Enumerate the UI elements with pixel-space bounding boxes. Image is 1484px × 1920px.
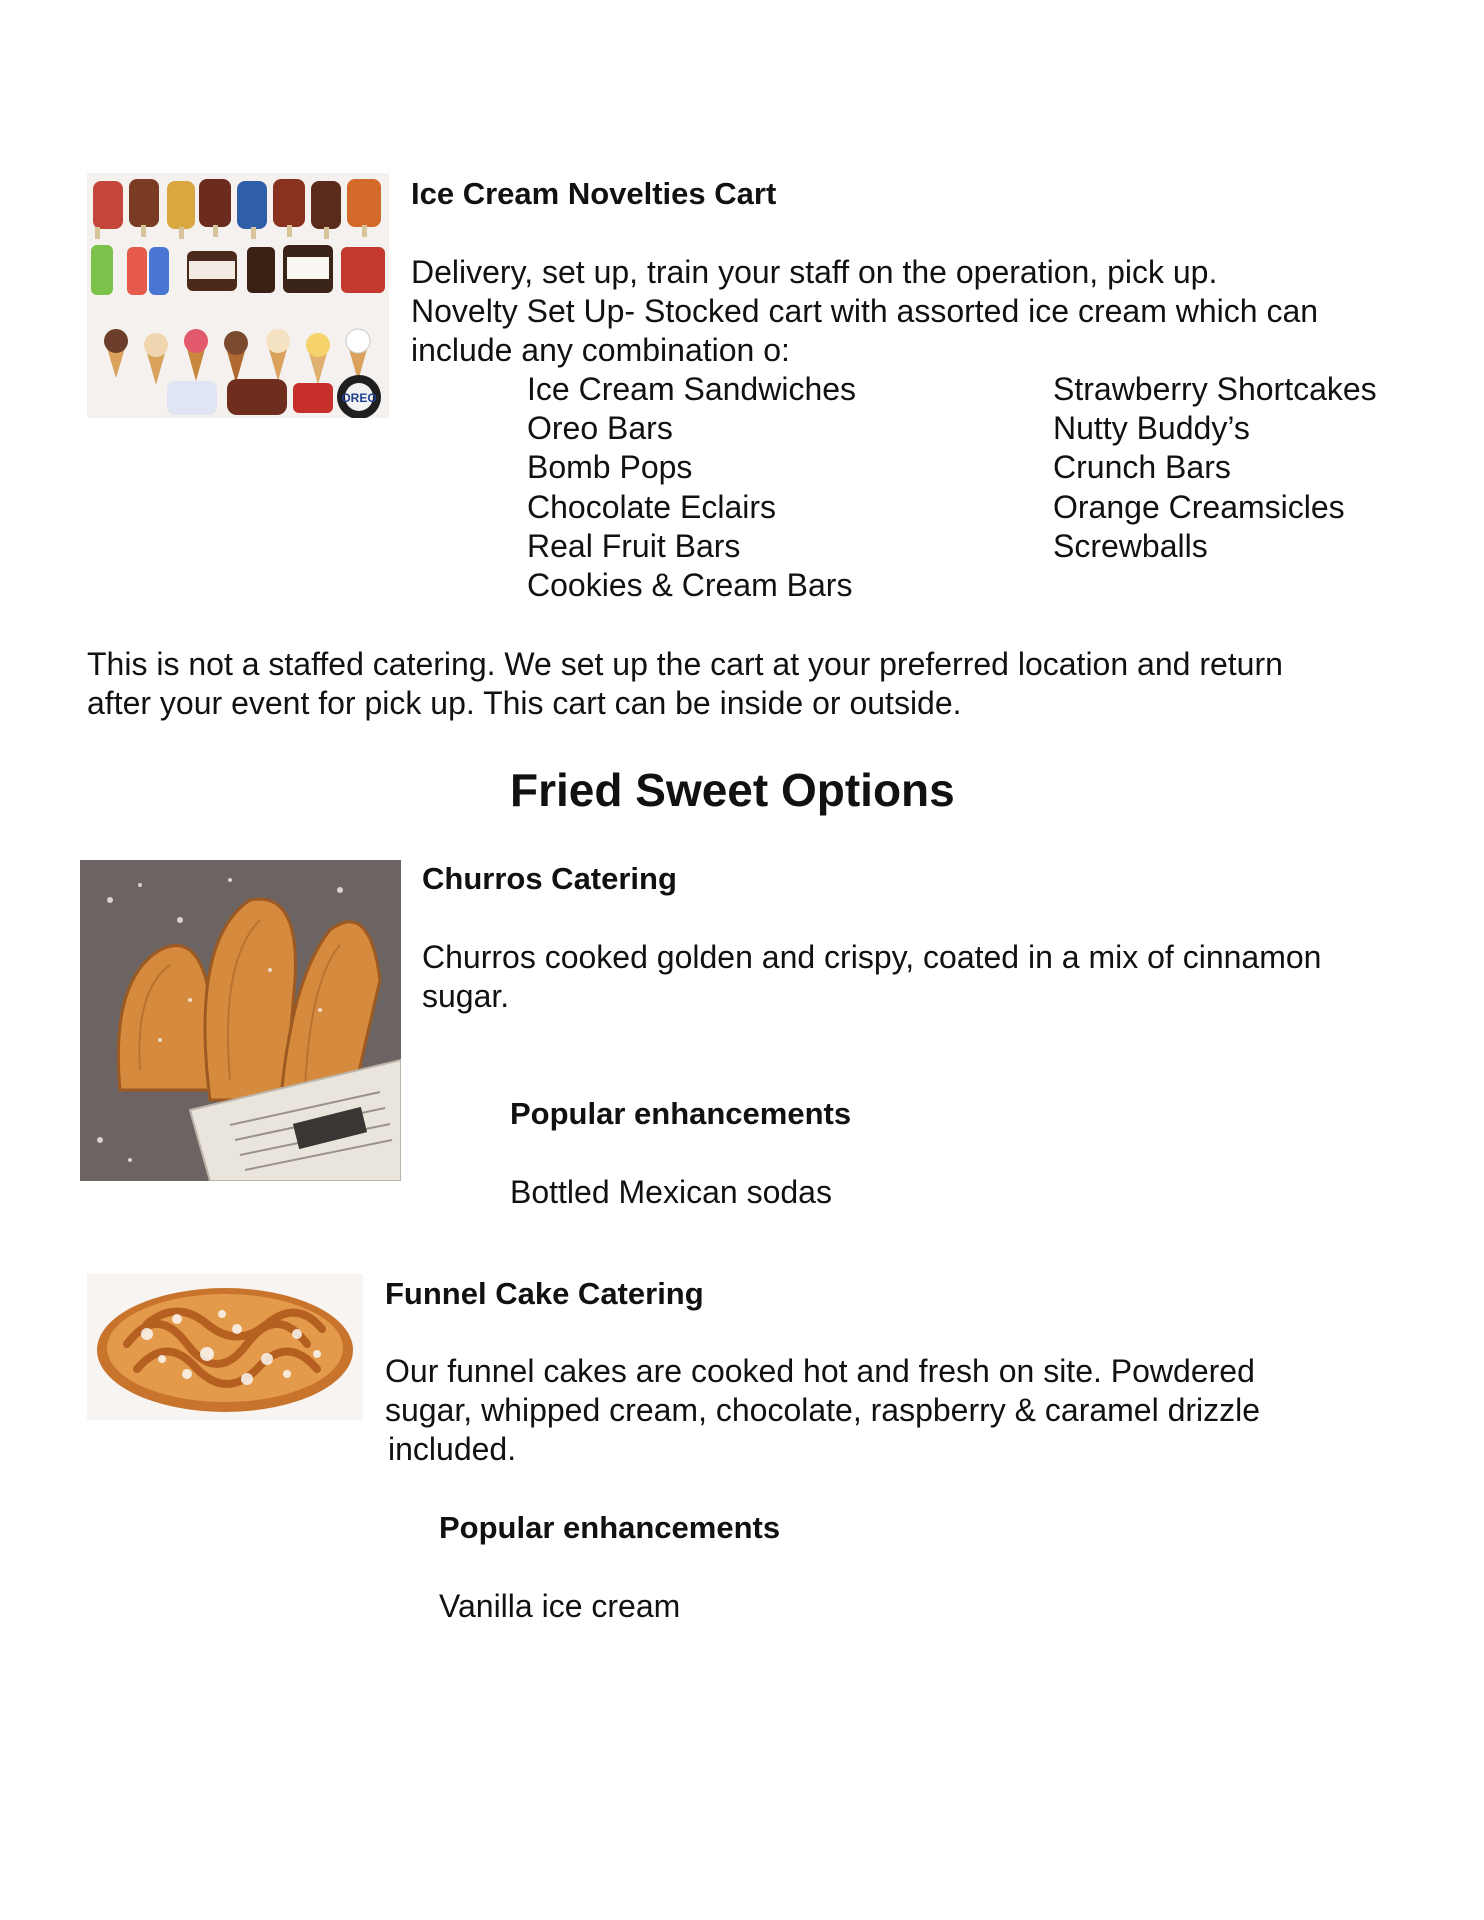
churros-desc-line-1: Churros cooked golden and crispy, coated in a mix of cinnamon [422, 939, 1322, 975]
list-item: Nutty Buddy’s [1053, 410, 1250, 447]
list-item: Crunch Bars [1053, 449, 1231, 486]
churros-enhancements-title: Popular enhancements [510, 1096, 852, 1131]
list-item: Cookies & Cream Bars [527, 567, 853, 604]
list-item: Chocolate Eclairs [527, 488, 776, 525]
list-item: Orange Creamsicles [1053, 488, 1345, 525]
list-item: Screwballs [1053, 527, 1208, 564]
list-item: Bomb Pops [527, 449, 693, 486]
churros-desc-line-2: sugar. [422, 978, 510, 1014]
funnel-cake-enhancements-title: Popular enhancements [439, 1510, 781, 1545]
ice-cream-note-line-2: after your event for pick up. This cart can be inside or outside. [87, 685, 962, 721]
ice-cream-desc-line-3: include any combination o: [411, 332, 790, 368]
ice-cream-cart-title: Ice Cream Novelties Cart [411, 176, 777, 211]
churros-image [80, 860, 401, 1181]
ice-cream-items-right [1053, 370, 1377, 566]
churros-title: Churros Catering [422, 861, 677, 896]
funnel-cake-desc-line-1: Our funnel cakes are cooked hot and fresh on site. Powdered [385, 1353, 1255, 1389]
funnel-cake-desc-line-2: sugar, whipped cream, chocolate, raspberry & caramel drizzle [385, 1392, 1261, 1428]
funnel-cake-desc-line-3: included. [388, 1431, 517, 1467]
ice-cream-items-left [527, 370, 856, 605]
list-item: Oreo Bars [527, 410, 673, 447]
funnel-cake-enhancement-item: Vanilla ice cream [439, 1588, 681, 1624]
list-item: Ice Cream Sandwiches [527, 371, 857, 407]
churros-enhancement-item: Bottled Mexican sodas [510, 1174, 832, 1210]
funnel-cake-image [87, 1274, 363, 1420]
oreo-logo-text: OREO [341, 391, 377, 405]
list-item: Real Fruit Bars [527, 527, 741, 564]
section-title-fried-sweets: Fried Sweet Options [510, 764, 955, 816]
ice-cream-note-line-1: This is not a staffed catering. We set up the cart at your preferred location and return [87, 646, 1283, 682]
funnel-cake-title: Funnel Cake Catering [385, 1276, 704, 1311]
ice-cream-desc-line-2: Novelty Set Up- Stocked cart with assorted ice cream which can [411, 293, 1319, 329]
list-item: Strawberry Shortcakes [1053, 371, 1377, 407]
ice-cream-desc-line-1: Delivery, set up, train your staff on the operation, pick up. [411, 254, 1218, 290]
ice-cream-novelties-image [87, 173, 389, 418]
